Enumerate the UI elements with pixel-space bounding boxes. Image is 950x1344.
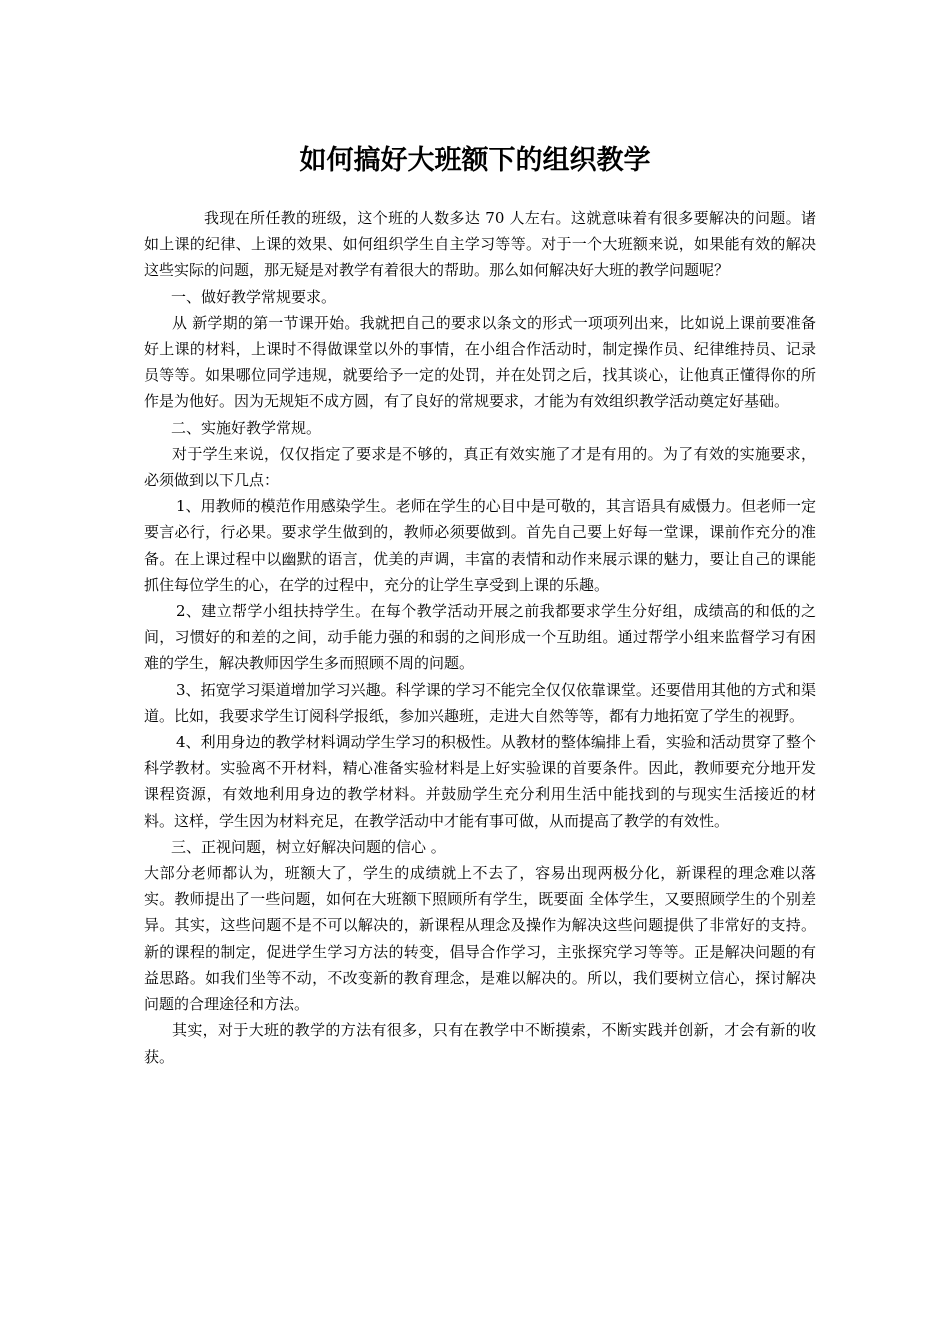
list-item-1: 1、用教师的模范作用感染学生。老师在学生的心目中是可敬的，其言语具有威慑力。但老师一定要言必行，行必果。要求学生做到的，教师必须要做到。首先自己要上好每一堂课，课前作充分的准备。在上课过程中以幽默的语言，优美的声调，丰富的表情和动作来展示课的魅力，要让自己的课能抓住每位学生的心，在学的过程中，充分的让学生享受到上课的乐趣。 [144,497,816,594]
paragraph-section-1: 从 新学期的第一节课开始。我就把自己的要求以条文的形式一项项列出来，比如说上课前要准备好上课的材料，上课时不得做课堂以外的事情，在小组合作活动时，制定操作员、纪律维持员、记录员等等。如果哪位同学违规，就要给予一定的处罚，并在处罚之后，找其谈心，让他真正懂得你的所作是为他好。因为无规矩不成方圆，有了良好的常规要求，才能为有效组织教学活动奠定好基础。 [144,313,816,411]
list-item-3: 3、拓宽学习渠道增加学习兴趣。科学课的学习不能完全仅仅依靠课堂。还要借用其他的方式和渠道。比如，我要求学生订阅科学报纸，参加兴趣班，走进大自然等等，都有力地拓宽了学生的视野。 [144,680,816,725]
list-item-2: 2、建立帮学小组扶持学生。在每个教学活动开展之前我都要求学生分好组，成绩高的和低的之间，习惯好的和差的之间，动手能力强的和弱的之间形成一个互助组。通过帮学小组来监督学习有困难的学生，解决教师因学生多而照顾不周的问题。 [144,602,816,673]
paragraph-intro: 我现在所任教的班级，这个班的人数多达 70 人左右。这就意味着有很多要解决的问题。诸如上课的纪律、上课的效果、如何组织学生自主学习等等。对于一个大班额来说，如果能有效的解决这些实际的问题，那无疑是对教学有着很大的帮助。那么如何解决好大班的教学问题呢？ [144,209,816,280]
paragraph-section-3: 大部分老师都认为，班额大了，学生的成绩就上不去了，容易出现两极分化，新课程的理念难以落实。教师提出了一些问题，如何在大班额下照顾所有学生，既要面 全体学生，又要照顾学生的个别差异。其实，这些问题不是不可以解决的，新课程从理念及操作为解决这些问题提供了非常好的支持。新的课程的制定，促进学生学习方法的转变，倡导合作学习，主张探究学习等等。正是解决问题的有益思路。如我们坐等不动，不改变新的教育理念，是难以解决的。所以，我们要树立信心，探讨解决问题的合理途径和方法。 [144,864,816,1014]
paragraph-section-2: 对于学生来说，仅仅指定了要求是不够的，真正有效实施了才是有用的。为了有效的实施要求，必须做到以下几点： [144,444,816,490]
section-heading-3: 三、正视问题，树立好解决问题的信心 。 [171,837,446,856]
section-heading-2: 二、实施好教学常规。 [171,418,322,437]
list-item-4: 4、利用身边的教学材料调动学生学习的积极性。从教材的整体编排上看，实验和活动贯穿了整个科学教材。实验离不开材料，精心准备实验材料是上好实验课的首要条件。因此，教师要充分地开发课程资源，有效地利用身边的教学材料。并鼓励学生充分利用生活中能找到的与现实生活接近的材料。这样，学生因为材料充足，在教学活动中才能有事可做，从而提高了教学的有效性。 [144,733,816,830]
document-body [144,205,816,1070]
document-title: 如何搞好大班额下的组织教学 [299,145,651,176]
section-heading-1: 一、做好教学常规要求。 [171,287,337,306]
paragraph-conclusion: 其实，对于大班的教学的方法有很多，只有在教学中不断摸索，不断实践并创新，才会有新的收获。 [144,1021,816,1066]
